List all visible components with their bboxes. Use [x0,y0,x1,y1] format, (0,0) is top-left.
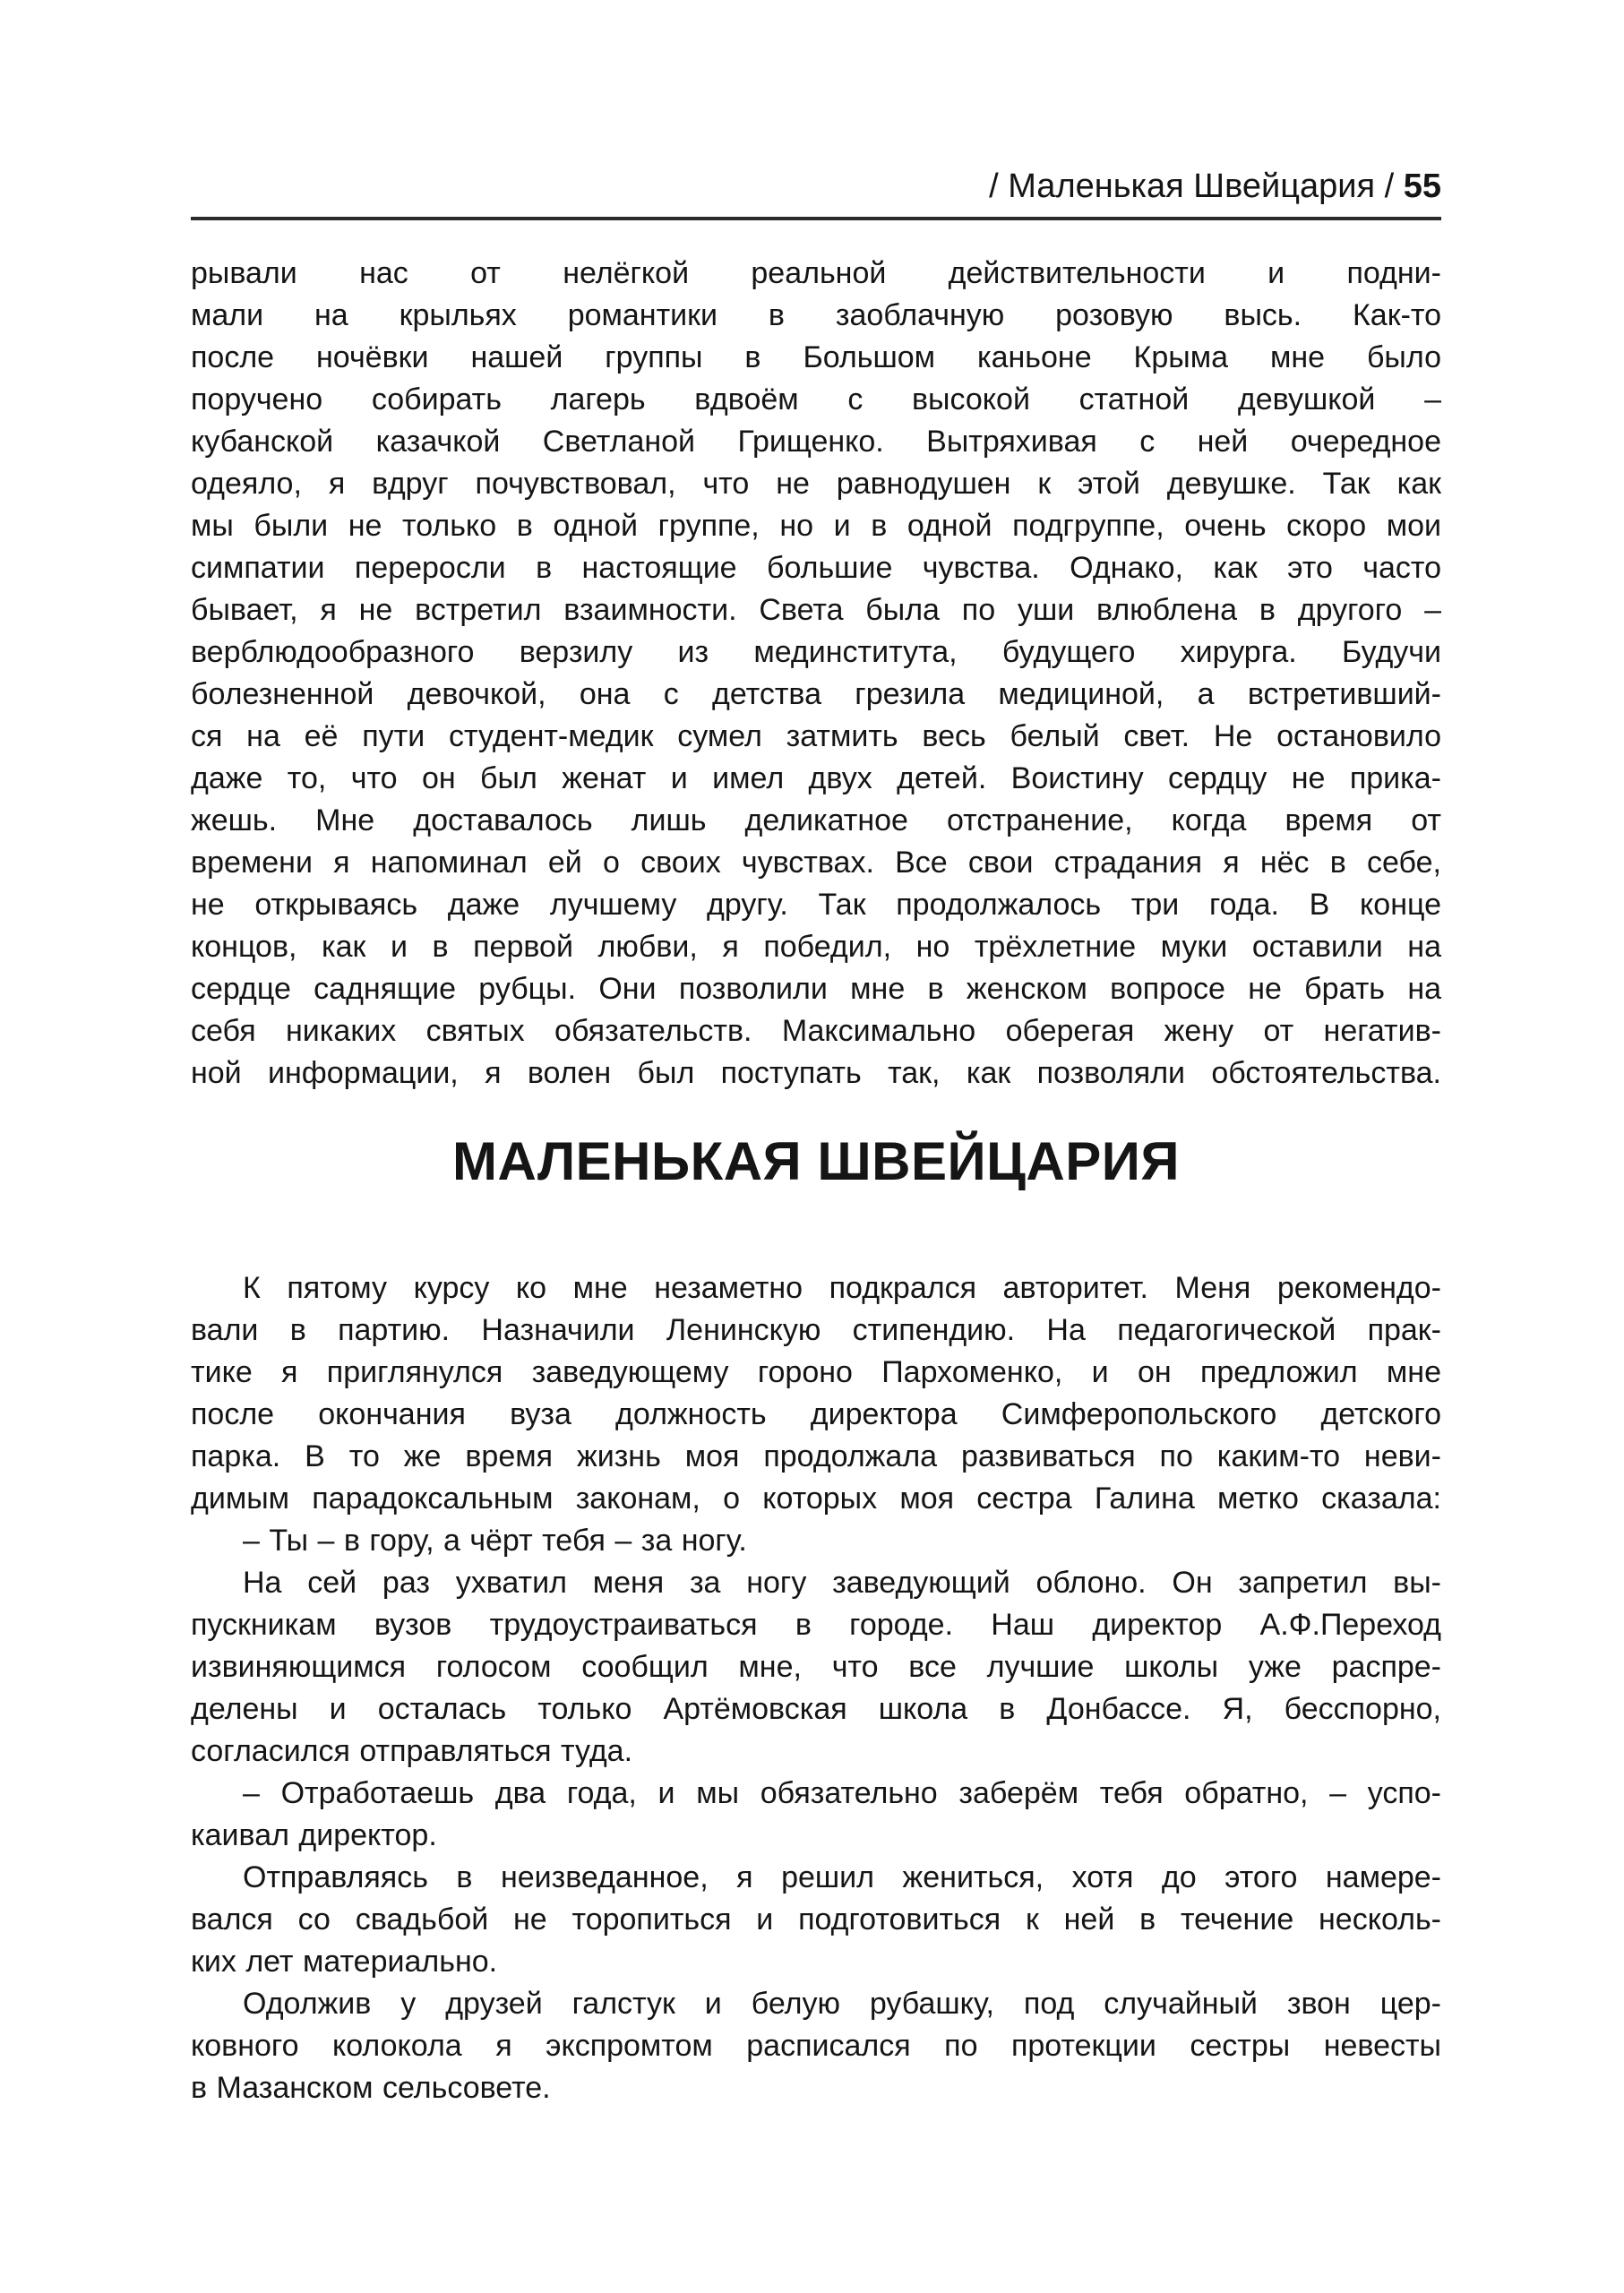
text-line: парка. В то же время жизнь моя продолжала развиваться по каким-то неви- [191,1439,1441,1473]
continuation-paragraph [191,253,1441,1095]
text-line: согласился отправляться туда. [191,1734,633,1768]
text-line: не открываясь даже лучшему другу. Так продолжалось три года. В конце [191,888,1441,922]
text-line: после окончания вуза должность директора Симферопольского детского [191,1397,1441,1431]
paragraph [191,1520,1441,1562]
text-line: в Мазанском сельсовете. [191,2071,551,2105]
text-line: мали на крыльях романтики в заоблачную розовую высь. Как-то [191,298,1441,332]
paragraph [191,1983,1441,2109]
paragraph [191,1773,1441,1857]
text-line: рывали нас от нелёгкой реальной действительности и подни- [191,256,1441,290]
text-line: сердце саднящие рубцы. Они позволили мне в женском вопросе не брать на [191,972,1441,1006]
text-line: ких лет материально. [191,1945,498,1979]
text-line: тике я приглянулся заведующему гороно Пархоменко, и он предложил мне [191,1355,1441,1389]
text-line: ковного колокола я экспромтом расписался по протекции сестры невесты [191,2029,1441,2063]
text-line: Одолжив у друзей галстук и белую рубашку, под случайный звон цер- [243,1987,1441,2021]
text-line: – Отработаешь два года, и мы обязательно заберём тебя обратно, – успо- [243,1776,1441,1810]
paragraph [191,1857,1441,1983]
text-line: На сей раз ухватил меня за ногу заведующий облоно. Он запретил вы- [243,1566,1441,1600]
text-line: мы были не только в одной группе, но и в одной подгруппе, очень скоро мои [191,509,1441,543]
text-line: после ночёвки нашей группы в Большом каньоне Крыма мне было [191,340,1441,374]
text-line: даже то, что он был женат и имел двух детей. Воистину сердцу не прика- [191,761,1441,795]
text-line: каивал директор. [191,1818,437,1852]
text-line: одеяло, я вдруг почувствовал, что не равнодушен к этой девушке. Так как [191,467,1441,501]
page-header [191,167,1441,220]
text-line: симпатии переросли в настоящие большие чувства. Однако, как это часто [191,551,1441,585]
text-line: кубанской казачкой Светланой Грищенко. Вытряхивая с ней очередное [191,425,1441,459]
paragraph [191,1562,1441,1773]
text-line: себя никаких святых обязательств. Максимально оберегая жену от негатив- [191,1014,1441,1048]
text-line: делены и осталась только Артёмовская школа в Донбассе. Я, бесспорно, [191,1692,1441,1726]
text-line: жешь. Мне доставалось лишь деликатное отстранение, когда время от [191,803,1441,837]
text-line: бывает, я не встретил взаимности. Света была по уши влюблена в другого – [191,593,1441,627]
chapter-title: МАЛЕНЬКАЯ ШВЕЙЦАРИЯ [451,1131,1181,1191]
text-line: димым парадоксальным законам, о которых моя сестра Галина метко сказала: [191,1481,1441,1516]
running-title: / Маленькая Швейцария / [989,167,1404,205]
text-line: верблюдообразного верзилу из мединститута, будущего хирурга. Будучи [191,635,1441,669]
text-line: ся на её пути студент-медик сумел затмить весь белый свет. Не остановило [191,719,1441,753]
chapter-paragraphs [191,1267,1441,2109]
text-line: вали в партию. Назначили Ленинскую стипендию. На педагогической прак- [191,1313,1441,1347]
text-line: извиняющимся голосом сообщил мне, что все лучшие школы уже распре- [191,1650,1441,1684]
page-body [191,253,1441,2109]
text-line: вался со свадьбой не торопиться и подготовиться к ней в течение несколь- [191,1902,1441,1937]
text-line: времени я напоминал ей о своих чувствах. Все свои страдания я нёс в себе, [191,846,1441,880]
text-line: болезненной девочкой, она с детства грезила медициной, а встретивший- [191,677,1441,711]
page-column [191,0,1441,2109]
paragraph [191,1267,1441,1520]
text-line: Отправляясь в неизведанное, я решил жениться, хотя до этого намере- [243,1860,1441,1894]
text-line: пускникам вузов трудоустраиваться в городе. Наш директор А.Ф.Переход [191,1608,1441,1642]
text-line: – Ты – в гору, а чёрт тебя – за ногу. [243,1524,747,1558]
paragraph [191,253,1441,1095]
page-number: 55 [1403,167,1441,205]
text-line: поручено собирать лагерь вдвоём с высокой статной девушкой – [191,382,1441,417]
text-line: ной информации, я волен был поступать так, как позволяли обстоятельства. [191,1056,1441,1090]
text-line: концов, как и в первой любви, я победил, но трёхлетние муки оставили на [191,930,1441,964]
text-line: К пятому курсу ко мне незаметно подкрался авторитет. Меня рекомендо- [243,1271,1441,1305]
